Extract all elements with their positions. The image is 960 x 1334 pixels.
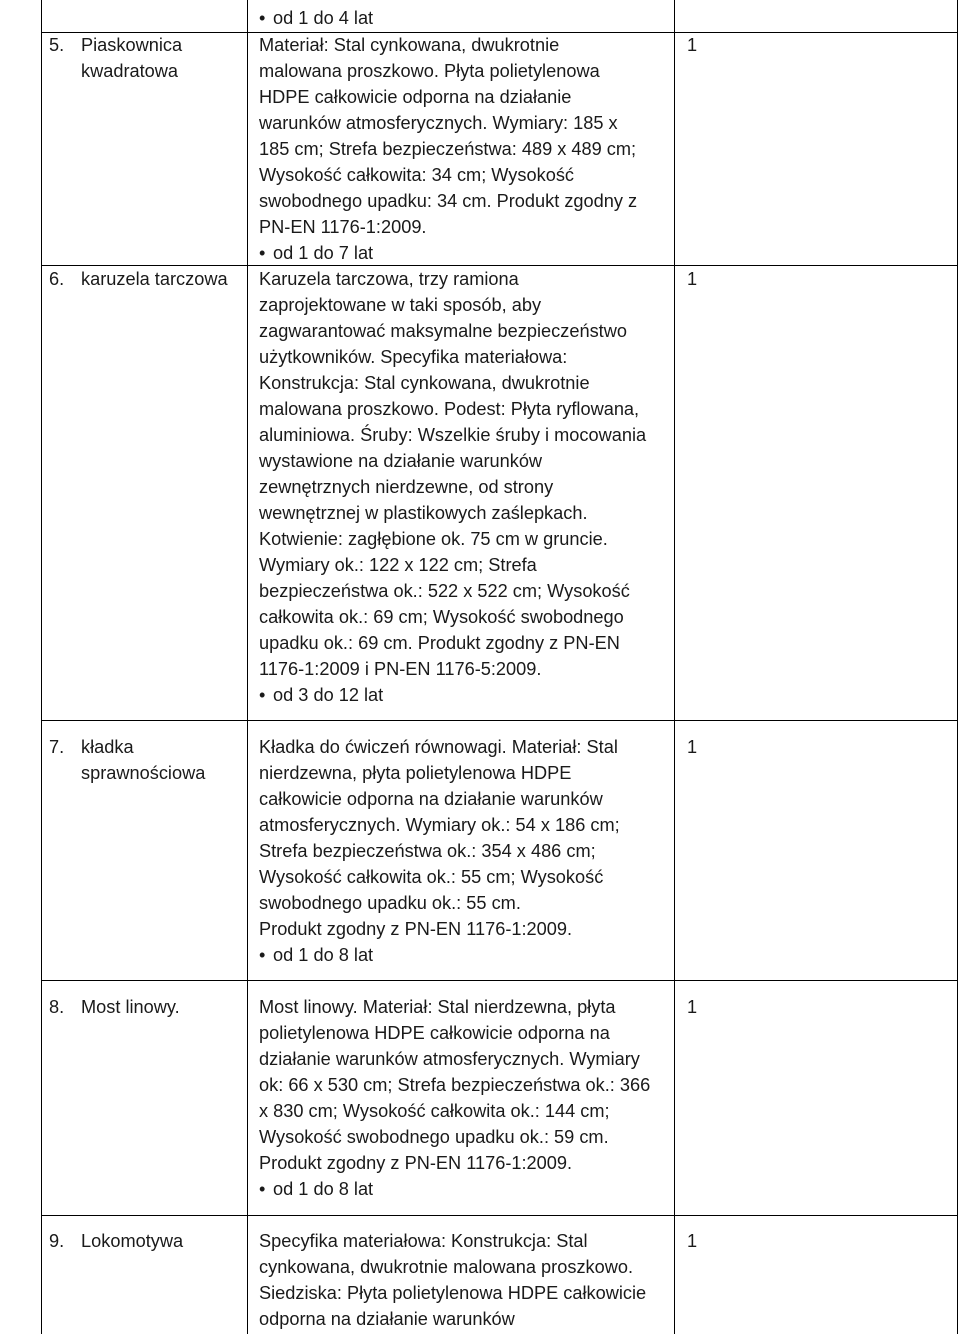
description-line: HDPE całkowicie odporna na działanie <box>259 87 572 107</box>
description-line: Konstrukcja: Stal cynkowana, dwukrotnie <box>259 373 590 393</box>
description-line: Produkt zgodny z PN-EN 1176-1:2009. <box>259 1153 573 1173</box>
description-line: aluminiowa. Śruby: Wszelkie śruby i mocowania <box>259 425 647 445</box>
description-line: upadku ok.: 69 cm. Produkt zgodny z PN-EN <box>259 633 620 653</box>
description-line: 1176-1:2009 i PN-EN 1176-5:2009. <box>259 659 542 679</box>
description-line: PN-EN 1176-1:2009. <box>259 217 427 237</box>
description-line: działanie warunków atmosferycznych. Wymiary <box>259 1049 640 1069</box>
age-range-bullet: • od 1 do 7 lat <box>259 240 373 266</box>
description-line: Karuzela tarczowa, trzy ramiona <box>259 269 519 289</box>
description-line: Wysokość całkowita ok.: 55 cm; Wysokość <box>259 867 604 887</box>
product-name-line: Piaskownica <box>81 35 183 55</box>
description-line: swobodnego upadku: 34 cm. Produkt zgodny z <box>259 191 638 211</box>
table-border-left <box>41 0 42 1334</box>
description-line: bezpieczeństwa ok.: 522 x 522 cm; Wysokość <box>259 581 630 601</box>
quantity-value: 1 <box>687 269 698 289</box>
product-name-line: kwadratowa <box>81 61 179 81</box>
row-number: 7. <box>49 737 65 757</box>
description-line: Wysokość całkowita: 34 cm; Wysokość <box>259 165 575 185</box>
age-range-bullet: • od 1 do 8 lat <box>259 942 373 968</box>
description-line: Siedziska: Płyta polietylenowa HDPE całkowicie <box>259 1283 647 1303</box>
product-name-line: Lokomotywa <box>81 1231 184 1251</box>
description-line: ok: 66 x 530 cm; Strefa bezpieczeństwa ok.: 366 <box>259 1075 651 1095</box>
row-number: 8. <box>49 997 65 1017</box>
description-line: malowana proszkowo. Płyta polietylenowa <box>259 61 600 81</box>
description-line: wystawione na działanie warunków <box>259 451 543 471</box>
product-specification-table <box>41 0 958 1334</box>
quantity-value: 1 <box>687 1231 698 1251</box>
row-divider <box>41 720 958 721</box>
column-divider-description-quantity <box>674 0 675 1334</box>
row-number: 6. <box>49 269 65 289</box>
product-name-line: Most linowy. <box>81 997 180 1017</box>
description-line: Materiał: Stal cynkowana, dwukrotnie <box>259 35 560 55</box>
row-number: 9. <box>49 1231 65 1251</box>
description-line: Wysokość swobodnego upadku ok.: 59 cm. <box>259 1127 609 1147</box>
description-line: Kładka do ćwiczeń równowagi. Materiał: Stal <box>259 737 618 757</box>
product-name-line: sprawnościowa <box>81 763 206 783</box>
description-line: całkowita ok.: 69 cm; Wysokość swobodnego <box>259 607 624 627</box>
product-name-line: kładka <box>81 737 134 757</box>
description-line: zagwarantować maksymalne bezpieczeństwo <box>259 321 627 341</box>
description-line: malowana proszkowo. Podest: Płyta ryflowana, <box>259 399 640 419</box>
description-line: Wymiary ok.: 122 x 122 cm; Strefa <box>259 555 537 575</box>
row-divider <box>41 1215 958 1216</box>
description-line: polietylenowa HDPE całkowicie odporna na <box>259 1023 610 1043</box>
description-line: Strefa bezpieczeństwa ok.: 354 x 486 cm; <box>259 841 596 861</box>
quantity-value: 1 <box>687 737 698 757</box>
description-line: atmosferycznych. Wymiary ok.: 54 x 186 cm; <box>259 815 620 835</box>
description-line: nierdzewna, płyta polietylenowa HDPE <box>259 763 572 783</box>
description-line: cynkowana, dwukrotnie malowana proszkowo. <box>259 1257 634 1277</box>
quantity-value: 1 <box>687 997 698 1017</box>
row-divider <box>41 980 958 981</box>
row-number: 5. <box>49 35 65 55</box>
description-line: zaprojektowane w taki sposób, aby <box>259 295 542 315</box>
description-line: Produkt zgodny z PN-EN 1176-1:2009. <box>259 919 573 939</box>
age-range-bullet: • od 1 do 8 lat <box>259 1176 373 1202</box>
age-range-bullet: • od 3 do 12 lat <box>259 682 383 708</box>
description-line: odporna na działanie warunków <box>259 1309 515 1329</box>
description-line: x 830 cm; Wysokość całkowita ok.: 144 cm; <box>259 1101 610 1121</box>
column-divider-name-description <box>247 0 248 1334</box>
description-line: Kotwienie: zagłębione ok. 75 cm w gruncie. <box>259 529 608 549</box>
description-line: całkowicie odporna na działanie warunków <box>259 789 603 809</box>
description-line: Most linowy. Materiał: Stal nierdzewna, płyta <box>259 997 616 1017</box>
description-line: 185 cm; Strefa bezpieczeństwa: 489 x 489 cm; <box>259 139 637 159</box>
description-line: Specyfika materiałowa: Konstrukcja: Stal <box>259 1231 588 1251</box>
age-range-continuation: • od 1 do 4 lat <box>259 5 373 31</box>
table-border-right <box>957 0 958 1334</box>
description-line: użytkowników. Specyfika materiałowa: <box>259 347 568 367</box>
description-line: swobodnego upadku ok.: 55 cm. <box>259 893 521 913</box>
product-name-line: karuzela tarczowa <box>81 269 228 289</box>
quantity-value: 1 <box>687 35 698 55</box>
description-line: wewnętrznej w plastikowych zaślepkach. <box>259 503 588 523</box>
description-line: warunków atmosferycznych. Wymiary: 185 x <box>259 113 618 133</box>
description-line: zewnętrznych nierdzewne, od strony <box>259 477 554 497</box>
